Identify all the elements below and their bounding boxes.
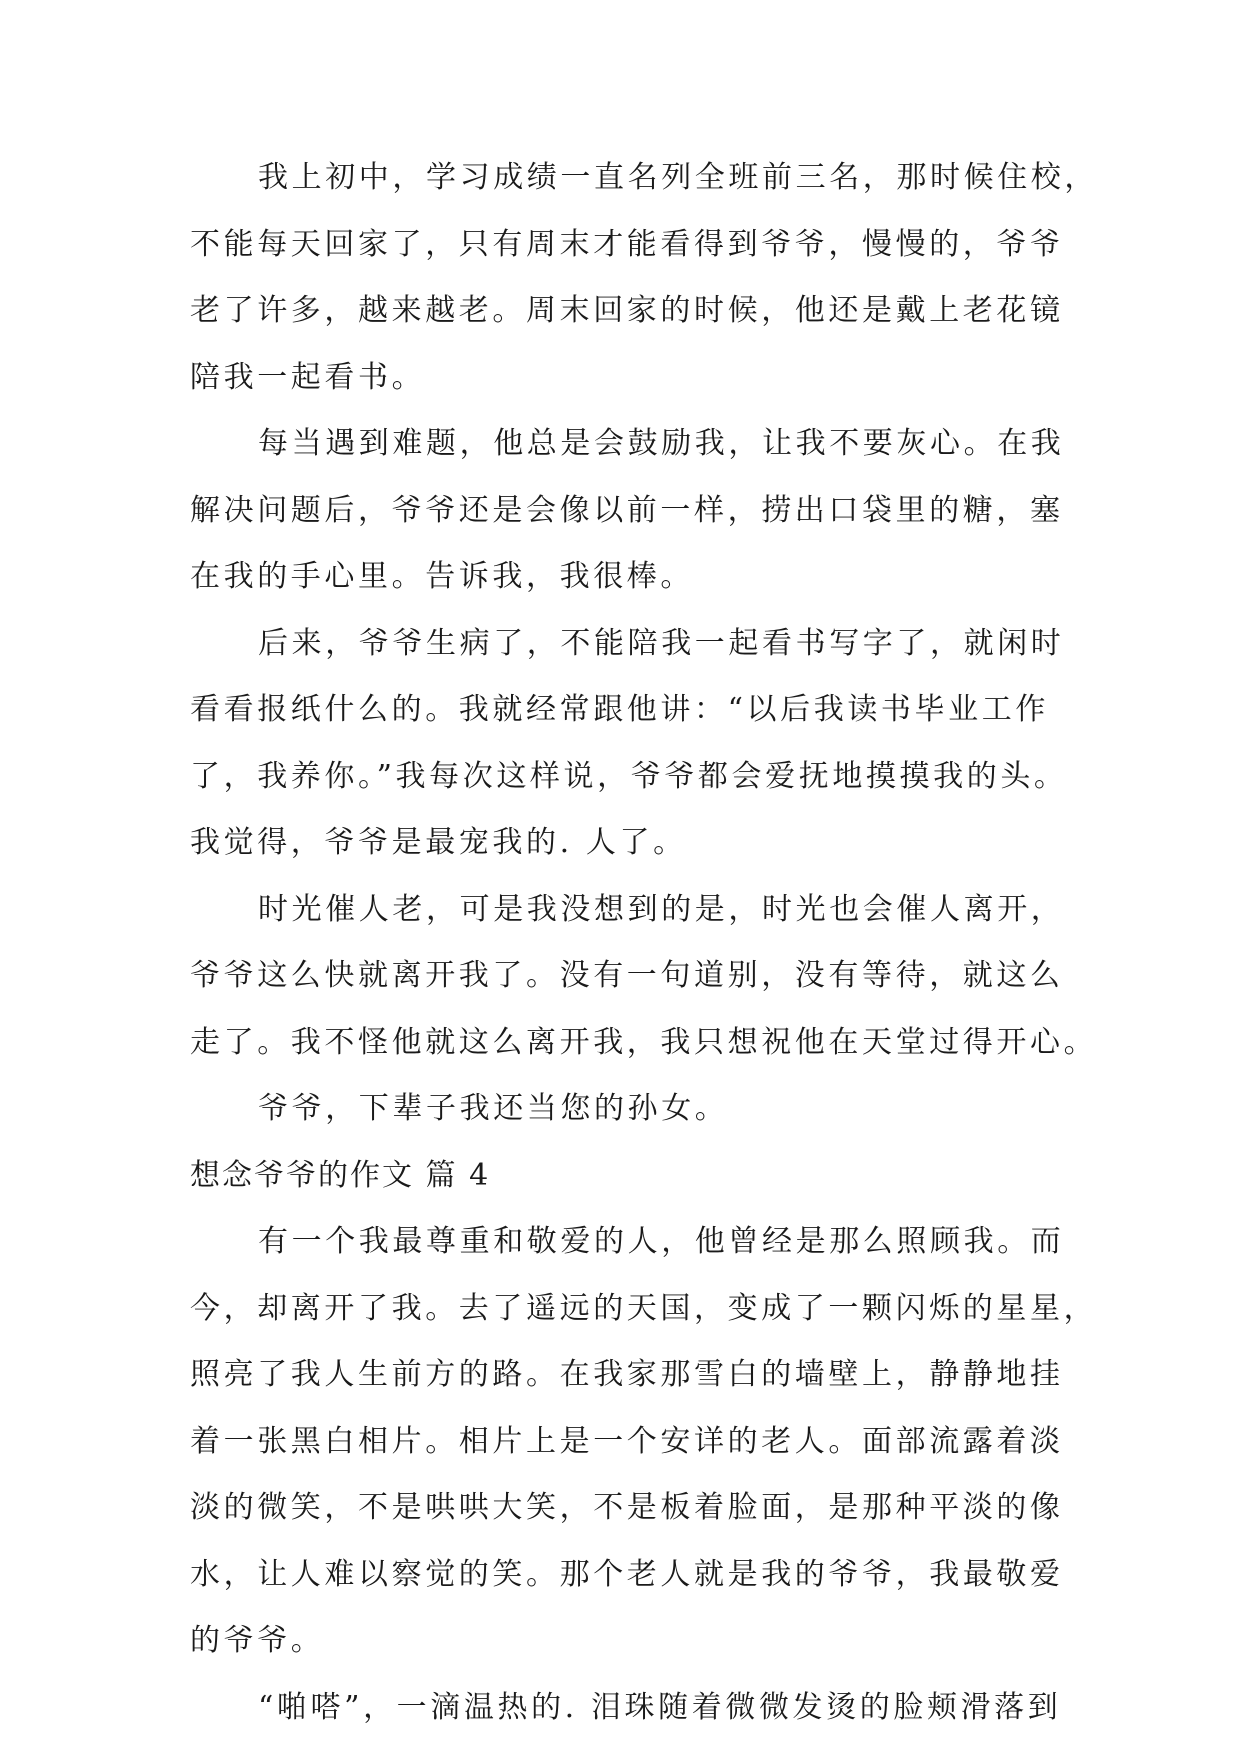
text-line: 我觉得，爷爷是最宠我的. 人了。 bbox=[190, 824, 1070, 891]
text-line: 照亮了我人生前方的路。在我家那雪白的墙壁上，静静地挂 bbox=[190, 1356, 1070, 1423]
text-line: 走了。我不怪他就这么离开我，我只想祝他在天堂过得开心。 bbox=[190, 1024, 1070, 1091]
section-heading: 想念爷爷的作文 篇 4 bbox=[190, 1157, 1070, 1224]
text-line: 爷爷这么快就离开我了。没有一句道别，没有等待，就这么 bbox=[190, 957, 1070, 1024]
text-line: 时光催人老，可是我没想到的是，时光也会催人离开， bbox=[190, 891, 1070, 958]
text-line: 在我的手心里。告诉我，我很棒。 bbox=[190, 558, 1070, 625]
essay-body bbox=[190, 159, 1070, 1755]
text-line: 老了许多，越来越老。周末回家的时候，他还是戴上老花镜 bbox=[190, 292, 1070, 359]
text-line: 的爷爷。 bbox=[190, 1622, 1070, 1689]
text-line: 后来，爷爷生病了，不能陪我一起看书写字了，就闲时 bbox=[190, 625, 1070, 692]
text-line: 着一张黑白相片。相片上是一个安详的老人。面部流露着淡 bbox=[190, 1423, 1070, 1490]
text-line: “啪嗒”，一滴温热的. 泪珠随着微微发烫的脸颊滑落到 bbox=[190, 1689, 1070, 1755]
text-line: 看看报纸什么的。我就经常跟他讲：“以后我读书毕业工作 bbox=[190, 691, 1070, 758]
text-line: 我上初中，学习成绩一直名列全班前三名，那时候住校， bbox=[190, 159, 1070, 226]
text-line: 今，却离开了我。去了遥远的天国，变成了一颗闪烁的星星， bbox=[190, 1290, 1070, 1357]
text-line: 淡的微笑，不是哄哄大笑，不是板着脸面，是那种平淡的像 bbox=[190, 1489, 1070, 1556]
text-line: 不能每天回家了，只有周末才能看得到爷爷，慢慢的，爷爷 bbox=[190, 226, 1070, 293]
text-line: 每当遇到难题，他总是会鼓励我，让我不要灰心。在我 bbox=[190, 425, 1070, 492]
text-line: 陪我一起看书。 bbox=[190, 359, 1070, 426]
text-line: 有一个我最尊重和敬爱的人，他曾经是那么照顾我。而 bbox=[190, 1223, 1070, 1290]
text-line: 了，我养你。”我每次这样说，爷爷都会爱抚地摸摸我的头。 bbox=[190, 758, 1070, 825]
text-line: 水，让人难以察觉的笑。那个老人就是我的爷爷，我最敬爱 bbox=[190, 1556, 1070, 1623]
text-line: 爷爷，下辈子我还当您的孙女。 bbox=[190, 1090, 1070, 1157]
text-line: 解决问题后，爷爷还是会像以前一样，捞出口袋里的糖，塞 bbox=[190, 492, 1070, 559]
